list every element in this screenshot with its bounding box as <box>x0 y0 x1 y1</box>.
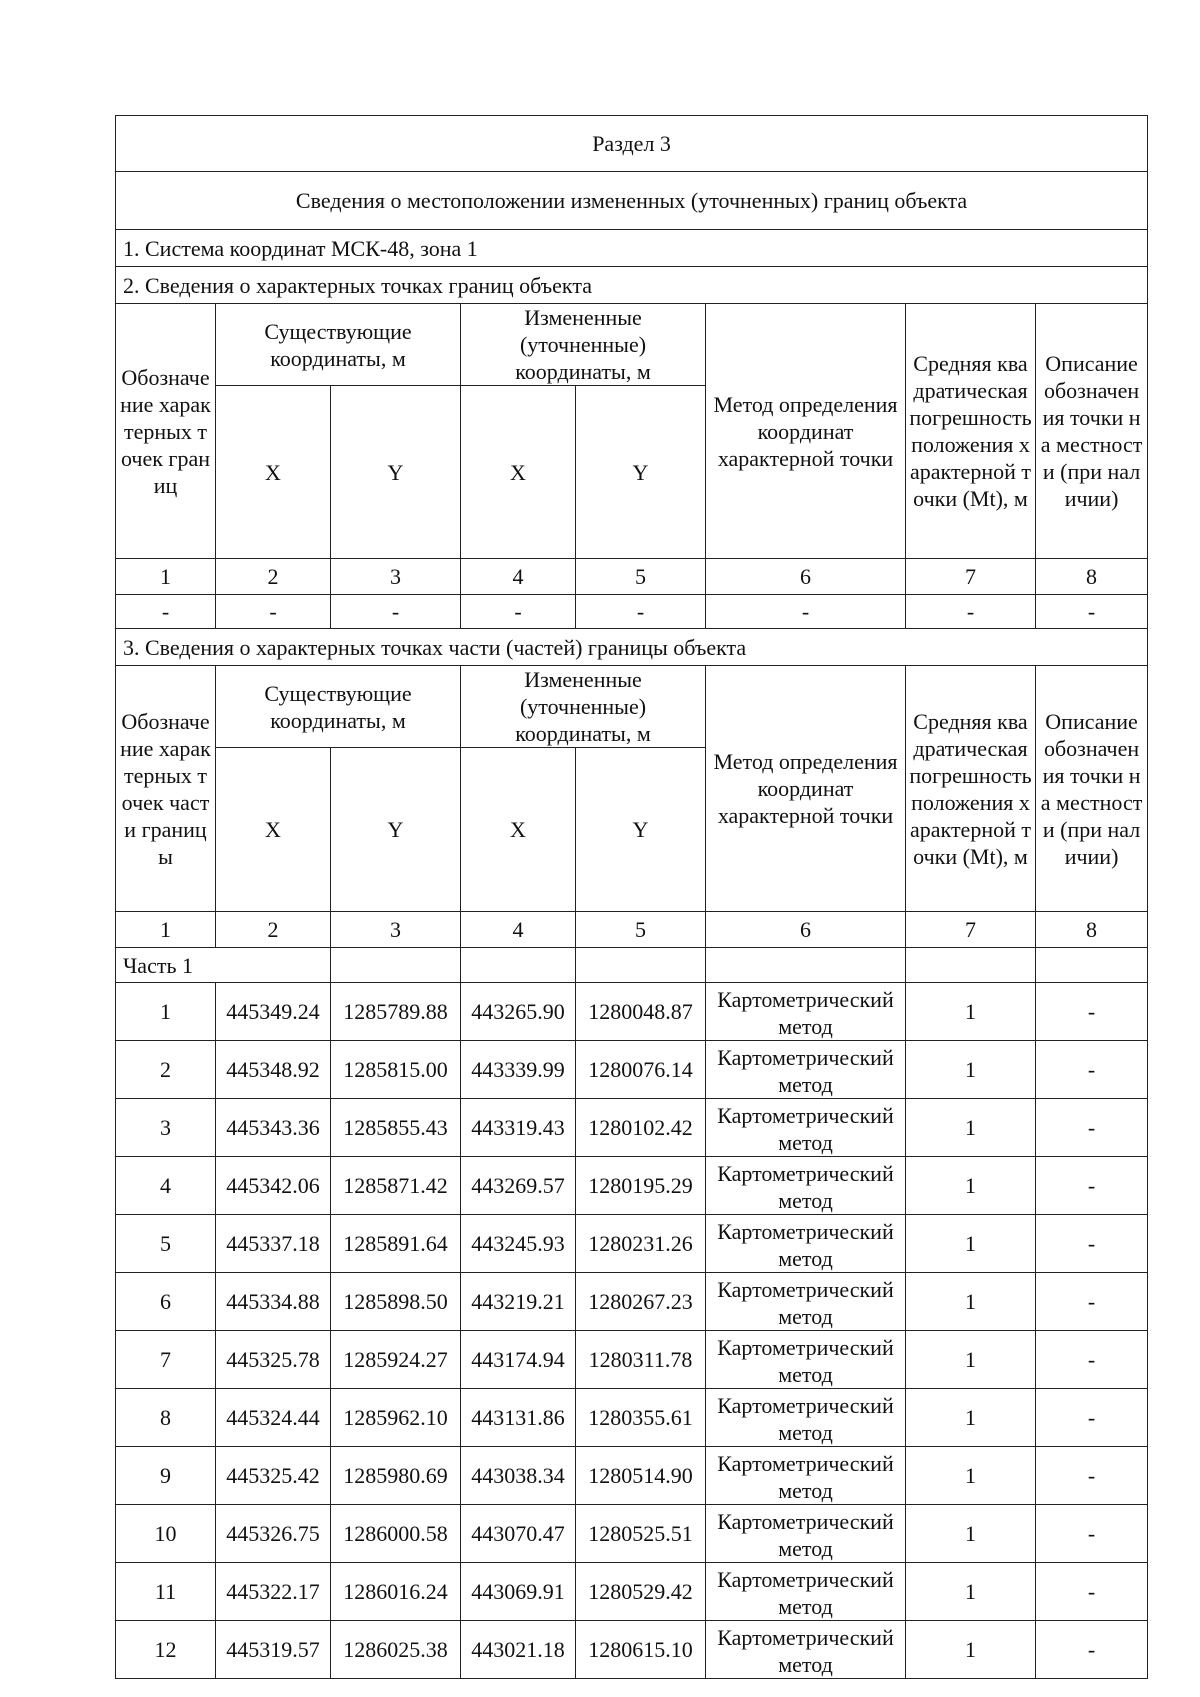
point-number: 2 <box>116 1041 216 1099</box>
existing-x: 445348.92 <box>216 1041 331 1099</box>
changed-x: 443339.99 <box>461 1041 576 1099</box>
existing-y: 1285789.88 <box>331 983 461 1041</box>
error-cell: 1 <box>906 1331 1036 1389</box>
changed-x: 443219.21 <box>461 1273 576 1331</box>
method-cell: Картометрический метод <box>706 1215 906 1273</box>
error-cell: 1 <box>906 1505 1036 1563</box>
changed-x: 443319.43 <box>461 1099 576 1157</box>
error-cell: 1 <box>906 1157 1036 1215</box>
changed-x: 443245.93 <box>461 1215 576 1273</box>
changed-x: 443265.90 <box>461 983 576 1041</box>
error-cell: 1 <box>906 1621 1036 1679</box>
description-cell: - <box>1036 1621 1148 1679</box>
existing-x: 445326.75 <box>216 1505 331 1563</box>
existing-x: 445322.17 <box>216 1563 331 1621</box>
empty-data-row <box>116 595 1148 629</box>
dash-cell: - <box>461 595 576 629</box>
description-cell: - <box>1036 983 1148 1041</box>
changed-y: 1280102.42 <box>576 1099 706 1157</box>
existing-x: 445325.78 <box>216 1331 331 1389</box>
existing-y: 1286025.38 <box>331 1621 461 1679</box>
column-numbers-row <box>116 912 1148 948</box>
dash-cell: - <box>216 595 331 629</box>
error-cell: 1 <box>906 1273 1036 1331</box>
header-method: Метод определения координат характерной точки <box>706 304 906 559</box>
error-cell: 1 <box>906 1389 1036 1447</box>
existing-y: 1285980.69 <box>331 1447 461 1505</box>
column-number: 4 <box>461 559 576 595</box>
point-number: 8 <box>116 1389 216 1447</box>
changed-y: 1280231.26 <box>576 1215 706 1273</box>
description-cell: - <box>1036 1215 1148 1273</box>
column-number: 8 <box>1036 912 1148 948</box>
method-cell: Картометрический метод <box>706 1389 906 1447</box>
existing-x: 445342.06 <box>216 1157 331 1215</box>
section-subtitle: Сведения о местоположении измененных (уточненных) границ объекта <box>116 172 1148 230</box>
method-cell: Картометрический метод <box>706 1041 906 1099</box>
point-number: 6 <box>116 1273 216 1331</box>
coord-system: 1. Система координат МСК-48, зона 1 <box>116 230 1148 267</box>
error-cell: 1 <box>906 1099 1036 1157</box>
coordinates-table <box>115 115 1148 1679</box>
error-cell: 1 <box>906 1041 1036 1099</box>
changed-y: 1280615.10 <box>576 1621 706 1679</box>
point-number: 3 <box>116 1099 216 1157</box>
method-cell: Картометрический метод <box>706 1331 906 1389</box>
error-cell: 1 <box>906 983 1036 1041</box>
method-cell: Картометрический метод <box>706 1447 906 1505</box>
existing-x: 445324.44 <box>216 1389 331 1447</box>
table-row <box>116 1331 1148 1389</box>
header-existing-coords: Существующие координаты, м <box>216 666 461 748</box>
method-cell: Картометрический метод <box>706 1621 906 1679</box>
header-y: Y <box>331 748 461 912</box>
existing-x: 445349.24 <box>216 983 331 1041</box>
changed-x: 443038.34 <box>461 1447 576 1505</box>
header-y: Y <box>331 386 461 559</box>
header-error: Средняя квадратическая погрешность положения характерной точки (Mt), м <box>906 304 1036 559</box>
method-cell: Картометрический метод <box>706 983 906 1041</box>
section-title: Раздел 3 <box>116 116 1148 172</box>
description-cell: - <box>1036 1389 1148 1447</box>
description-cell: - <box>1036 1273 1148 1331</box>
description-cell: - <box>1036 1041 1148 1099</box>
table-row <box>116 1099 1148 1157</box>
description-cell: - <box>1036 1099 1148 1157</box>
table-row <box>116 1041 1148 1099</box>
header-designation-part: Обозначение характерных точек части границы <box>116 666 216 912</box>
column-number: 7 <box>906 912 1036 948</box>
column-number: 8 <box>1036 559 1148 595</box>
block3-title: 3. Сведения о характерных точках части (частей) границы объекта <box>116 629 1148 666</box>
existing-y: 1286016.24 <box>331 1563 461 1621</box>
existing-y: 1285815.00 <box>331 1041 461 1099</box>
changed-y: 1280076.14 <box>576 1041 706 1099</box>
description-cell: - <box>1036 1505 1148 1563</box>
existing-y: 1285891.64 <box>331 1215 461 1273</box>
existing-x: 445337.18 <box>216 1215 331 1273</box>
header-designation: Обозначение характерных точек границ <box>116 304 216 559</box>
header-y-changed: Y <box>576 386 706 559</box>
changed-y: 1280355.61 <box>576 1389 706 1447</box>
table-row <box>116 1389 1148 1447</box>
changed-x: 443269.57 <box>461 1157 576 1215</box>
header-method: Метод определения координат характерной точки <box>706 666 906 912</box>
column-number: 3 <box>331 559 461 595</box>
table-row <box>116 1273 1148 1331</box>
column-number: 6 <box>706 912 906 948</box>
column-number: 5 <box>576 912 706 948</box>
method-cell: Картометрический метод <box>706 1157 906 1215</box>
changed-y: 1280529.42 <box>576 1563 706 1621</box>
column-number: 5 <box>576 559 706 595</box>
existing-y: 1285924.27 <box>331 1331 461 1389</box>
header-existing-coords: Существующие координаты, м <box>216 304 461 386</box>
header-x-changed: X <box>461 386 576 559</box>
column-number: 7 <box>906 559 1036 595</box>
existing-x: 445343.36 <box>216 1099 331 1157</box>
header-x: X <box>216 748 331 912</box>
dash-cell: - <box>706 595 906 629</box>
description-cell: - <box>1036 1563 1148 1621</box>
column-number: 2 <box>216 912 331 948</box>
point-number: 9 <box>116 1447 216 1505</box>
column-number: 6 <box>706 559 906 595</box>
column-number: 1 <box>116 912 216 948</box>
changed-y: 1280267.23 <box>576 1273 706 1331</box>
changed-x: 443131.86 <box>461 1389 576 1447</box>
point-number: 5 <box>116 1215 216 1273</box>
point-number: 4 <box>116 1157 216 1215</box>
table-row <box>116 1157 1148 1215</box>
point-number: 1 <box>116 983 216 1041</box>
table-row <box>116 1505 1148 1563</box>
column-number: 4 <box>461 912 576 948</box>
table-row <box>116 1447 1148 1505</box>
header-changed-coords: Измененные (уточненные) координаты, м <box>461 304 706 386</box>
block2-title: 2. Сведения о характерных точках границ объекта <box>116 267 1148 304</box>
method-cell: Картометрический метод <box>706 1273 906 1331</box>
changed-y: 1280048.87 <box>576 983 706 1041</box>
table-row <box>116 1563 1148 1621</box>
error-cell: 1 <box>906 1563 1036 1621</box>
header-error: Средняя квадратическая погрешность положения характерной точки (Mt), м <box>906 666 1036 912</box>
existing-y: 1285898.50 <box>331 1273 461 1331</box>
point-number: 7 <box>116 1331 216 1389</box>
table-row <box>116 983 1148 1041</box>
dash-cell: - <box>576 595 706 629</box>
point-number: 12 <box>116 1621 216 1679</box>
header-description: Описание обозначения точки на местности (при наличии) <box>1036 666 1148 912</box>
column-numbers-row <box>116 559 1148 595</box>
column-number: 1 <box>116 559 216 595</box>
method-cell: Картометрический метод <box>706 1563 906 1621</box>
existing-y: 1285962.10 <box>331 1389 461 1447</box>
changed-x: 443070.47 <box>461 1505 576 1563</box>
description-cell: - <box>1036 1157 1148 1215</box>
dash-cell: - <box>1036 595 1148 629</box>
dash-cell: - <box>116 595 216 629</box>
changed-y: 1280514.90 <box>576 1447 706 1505</box>
header-y-changed: Y <box>576 748 706 912</box>
method-cell: Картометрический метод <box>706 1099 906 1157</box>
column-number: 2 <box>216 559 331 595</box>
changed-x: 443069.91 <box>461 1563 576 1621</box>
existing-x: 445325.42 <box>216 1447 331 1505</box>
dash-cell: - <box>906 595 1036 629</box>
header-x-changed: X <box>461 748 576 912</box>
part-row <box>116 948 1148 983</box>
error-cell: 1 <box>906 1447 1036 1505</box>
description-cell: - <box>1036 1447 1148 1505</box>
existing-x: 445334.88 <box>216 1273 331 1331</box>
description-cell: - <box>1036 1331 1148 1389</box>
existing-y: 1285855.43 <box>331 1099 461 1157</box>
changed-x: 443021.18 <box>461 1621 576 1679</box>
point-number: 10 <box>116 1505 216 1563</box>
header-changed-coords: Измененные (уточненные) координаты, м <box>461 666 706 748</box>
changed-y: 1280311.78 <box>576 1331 706 1389</box>
existing-y: 1285871.42 <box>331 1157 461 1215</box>
part-label: Часть 1 <box>116 948 331 983</box>
table-row <box>116 1215 1148 1273</box>
existing-x: 445319.57 <box>216 1621 331 1679</box>
column-number: 3 <box>331 912 461 948</box>
error-cell: 1 <box>906 1215 1036 1273</box>
existing-y: 1286000.58 <box>331 1505 461 1563</box>
header-description: Описание обозначения точки на местности (при наличии) <box>1036 304 1148 559</box>
header-x: X <box>216 386 331 559</box>
table-row <box>116 1621 1148 1679</box>
method-cell: Картометрический метод <box>706 1505 906 1563</box>
point-number: 11 <box>116 1563 216 1621</box>
changed-x: 443174.94 <box>461 1331 576 1389</box>
dash-cell: - <box>331 595 461 629</box>
changed-y: 1280525.51 <box>576 1505 706 1563</box>
changed-y: 1280195.29 <box>576 1157 706 1215</box>
